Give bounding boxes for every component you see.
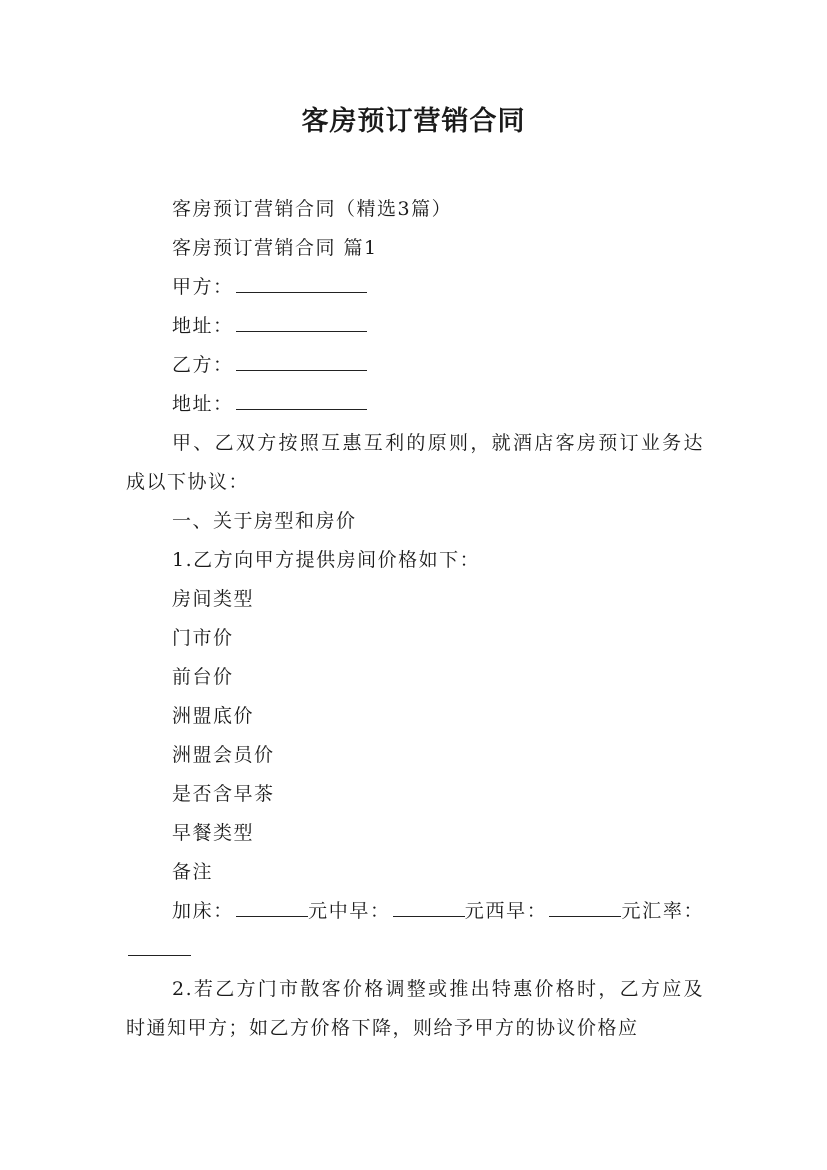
extra-charges-paragraph	[126, 892, 704, 970]
clause-one-item-1: 1.乙方向甲方提供房间价格如下：	[172, 549, 481, 571]
price-column-breakfast-included: 是否含早茶	[172, 783, 275, 805]
price-column-rack-rate: 门市价	[172, 627, 234, 649]
party-a-blank	[236, 270, 367, 293]
price-column-room-type: 房间类型	[172, 588, 255, 610]
intro-paragraph: 甲、乙双方按照互惠互利的原则，就酒店客房预订业务达成以下协议：	[126, 432, 704, 493]
address-b-line	[126, 385, 704, 424]
address-b-label: 地址：	[172, 393, 234, 415]
address-a-line	[126, 307, 704, 346]
extra-bed-label: 加床：	[172, 900, 234, 922]
price-column-front-desk-rate: 前台价	[172, 666, 234, 688]
party-b-label: 乙方：	[172, 354, 234, 376]
address-b-blank	[236, 387, 367, 410]
party-a-line	[126, 268, 704, 307]
document-title: 客房预订营销合同	[301, 106, 526, 137]
extra-bed-blank	[236, 894, 308, 917]
chinese-breakfast-label: 元中早：	[307, 900, 391, 922]
price-column-floor-rate: 洲盟底价	[172, 705, 255, 727]
exchange-rate-prefix: 元汇	[621, 900, 663, 922]
western-breakfast-label: 元西早：	[464, 900, 548, 922]
price-column-remarks: 备注	[172, 861, 214, 883]
document-body	[126, 190, 704, 1048]
exchange-rate-suffix: 率：	[662, 900, 704, 922]
price-column-breakfast-type: 早餐类型	[172, 822, 255, 844]
exchange-rate-blank	[128, 933, 191, 956]
address-a-blank	[236, 309, 367, 332]
chinese-breakfast-blank	[393, 894, 465, 917]
price-column-member-rate: 洲盟会员价	[172, 744, 275, 766]
party-b-line	[126, 346, 704, 385]
address-a-label: 地址：	[172, 315, 234, 337]
party-a-label: 甲方：	[172, 276, 234, 298]
subtitle-paragraph: 客房预订营销合同（精选3篇）	[172, 198, 453, 220]
western-breakfast-blank	[549, 894, 621, 917]
section-heading: 客房预订营销合同 篇1	[172, 237, 378, 259]
clause-one-item-2: 2.若乙方门市散客价格调整或推出特惠价格时，乙方应及时通知甲方；如乙方价格下降，则给予甲方的协议价格应	[126, 978, 704, 1039]
clause-one-heading: 一、关于房型和房价	[172, 510, 357, 532]
party-b-blank	[236, 348, 367, 371]
